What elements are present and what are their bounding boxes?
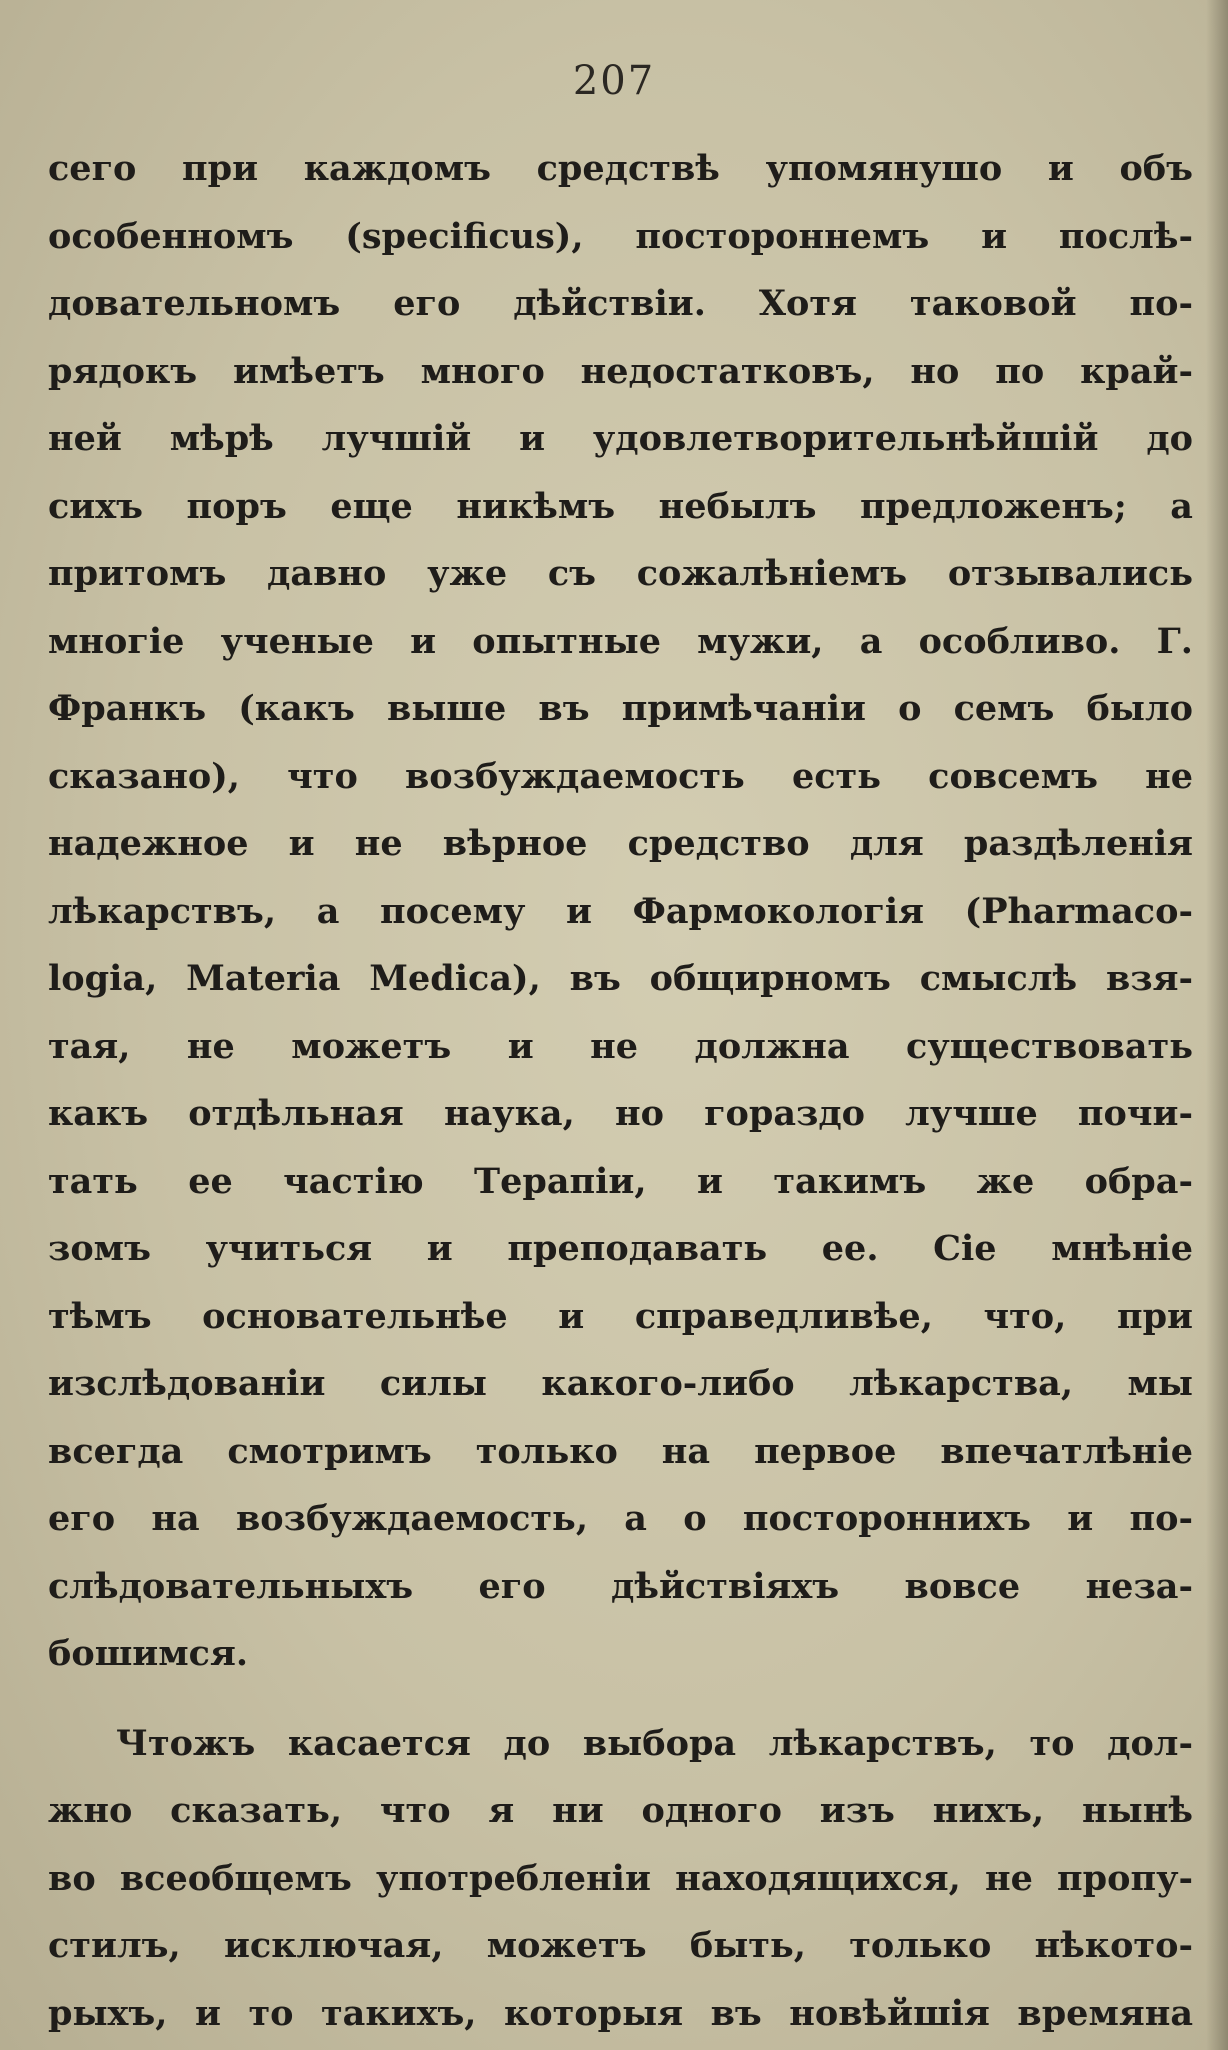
text-line: тѣмъ основательнѣе и справедливѣе, что, при [48,1295,1193,1337]
text-line: стилъ, исключая, можетъ быть, только нѣкото- [48,1925,1193,1966]
text-line: Франкъ (какъ выше въ примѣчаніи о семъ было [48,688,1193,729]
page-number: 207 [572,58,656,104]
text-line: бошимся. [48,1633,249,1674]
text-line: зомъ учиться и преподавать ее. Сіе мнѣніе [48,1228,1193,1269]
paragraph-gap [48,1688,1193,1710]
text-line: жно сказать, что я ни одного изъ нихъ, нынѣ [48,1790,1193,1831]
text-line: сего при каждомъ средствѣ упомянушо и объ [48,148,1193,189]
text-line: Чтожъ касается до выбора лѣкарствъ, то дол- [116,1722,1193,1764]
text-line: слѣдовательныхъ его дѣйствіяхъ вовсе неза- [48,1565,1193,1607]
text-line: его на возбуждаемость, а о постороннихъ и по- [48,1498,1193,1539]
body-text [48,135,1193,2047]
text-line: довательномъ его дѣйствіи. Хотя таковой по- [48,283,1193,324]
text-line: сказано), что возбуждаемость есть совсемъ не [48,755,1193,797]
text-line: тать ее частію Терапіи, и такимъ же обра- [48,1160,1193,1202]
text-line: притомъ давно уже съ сожалѣніемъ отзывались [48,553,1193,594]
text-line: лѣкарствъ, а посему и Фармокологія (Pharmaco- [48,890,1193,932]
text-line: особенномъ (specificus), постороннемъ и послѣ- [48,215,1193,257]
paragraph-2 [48,1710,1193,2048]
text-line: сихъ поръ еще никѣмъ небылъ предложенъ; а [48,485,1193,527]
text-line: во всеобщемъ употребленіи находящихся, не пропу- [48,1857,1193,1899]
text-line: изслѣдованіи силы какого-либо лѣкарства, мы [48,1363,1193,1404]
text-line: многіе ученые и опытные мужи, а особливо. Г. [48,620,1193,662]
text-line: ней мѣрѣ лучшій и удовлетворительнѣйшій до [48,418,1193,459]
text-line: какъ отдѣльная наука, но гораздо лучше почи- [48,1093,1193,1134]
paragraph-1 [48,135,1193,1688]
text-line: logia, Materia Medica), въ общирномъ смыслѣ взя- [48,958,1193,999]
text-line: надежное и не вѣрное средство для раздѣленія [48,823,1193,864]
text-line: рыхъ, и то такихъ, которыя въ новѣйшія времяна [48,1992,1193,2034]
text-line: рядокъ имѣетъ много недостатковъ, но по край- [48,350,1193,392]
page-edge-shadow [1206,0,1228,2050]
text-line: тая, не можетъ и не должна существовать [48,1025,1193,1067]
text-line: всегда смотримъ только на первое впечатлѣніе [48,1430,1193,1472]
